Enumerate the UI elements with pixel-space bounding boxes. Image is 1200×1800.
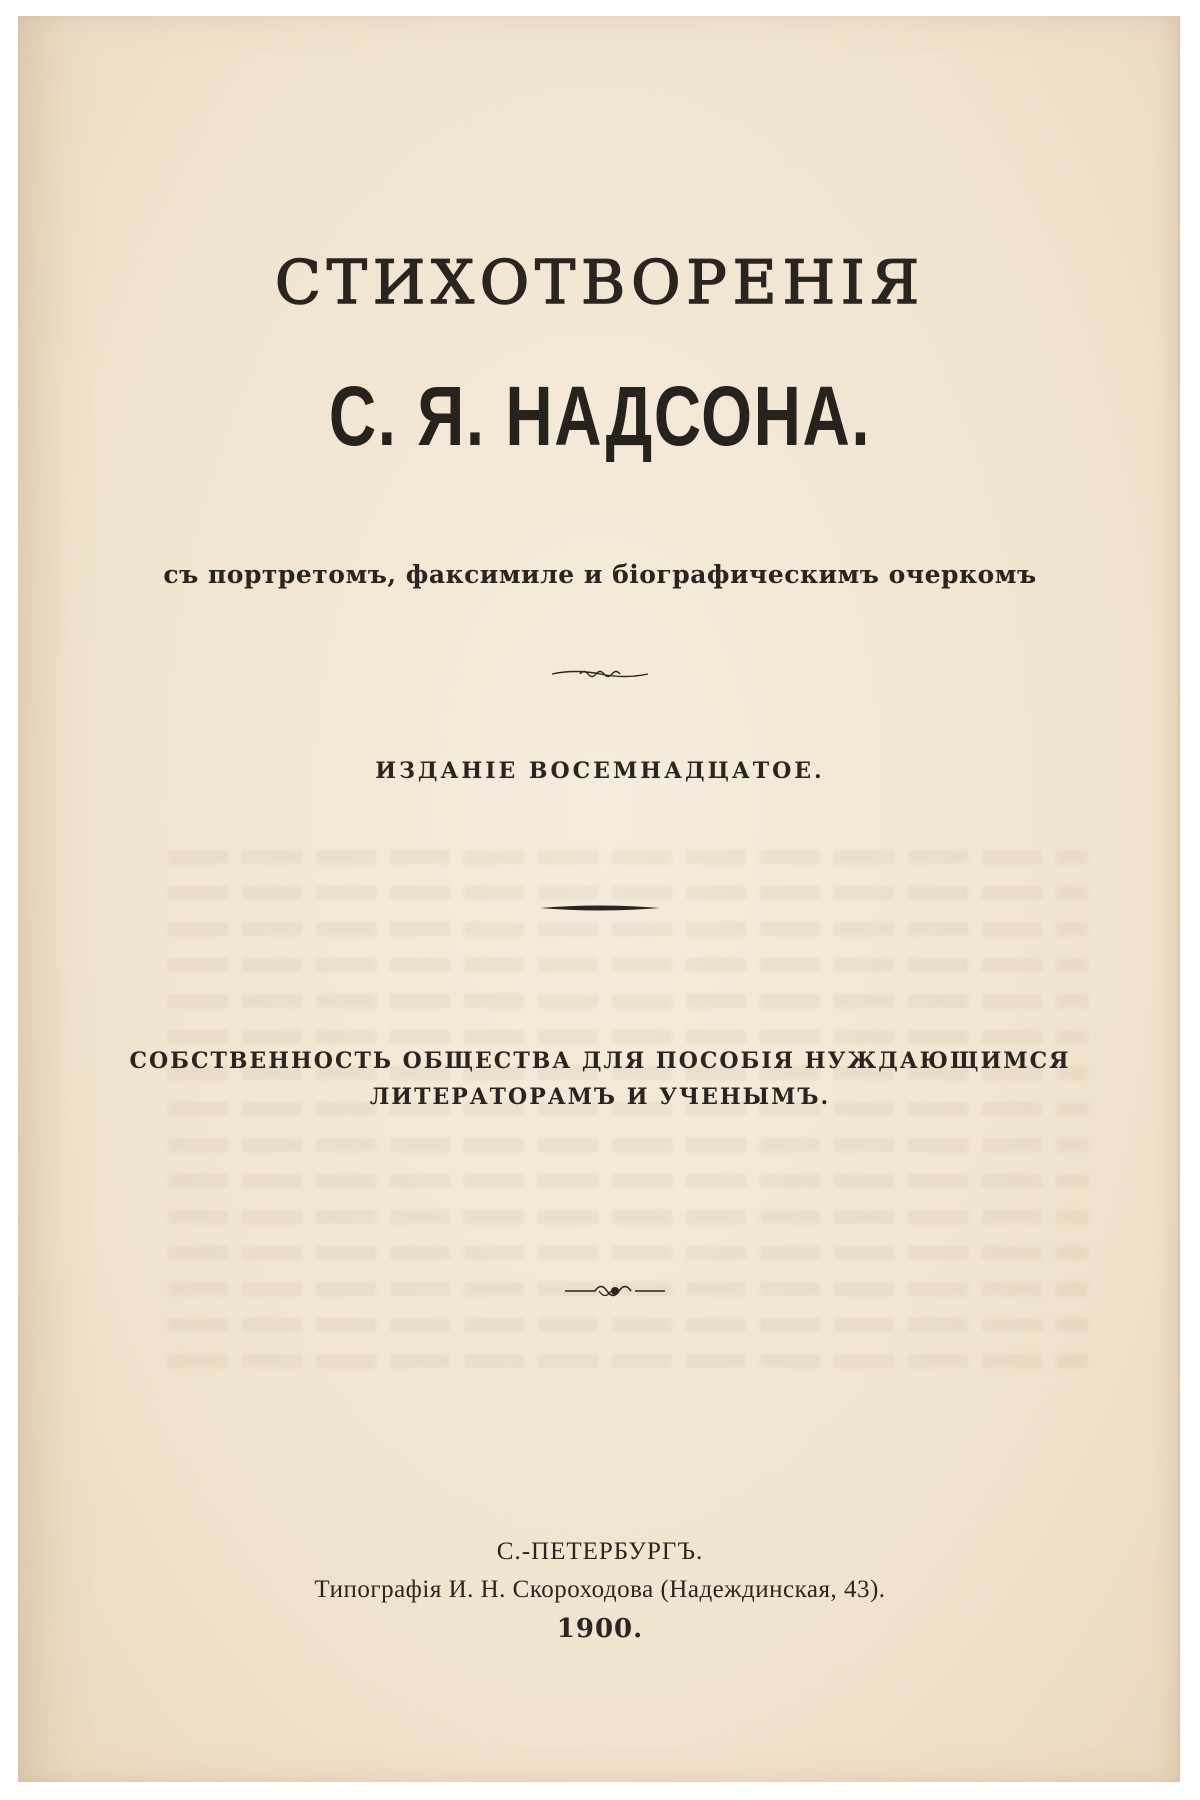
- ownership-line-2: ЛИТЕРАТОРАМЪ И УЧЕНЫМЪ.: [369, 1084, 831, 1110]
- author-name: С. Я. НАДСОНА.: [328, 369, 872, 463]
- edition-line: ИЗДАНІЕ ВОСЕМНАДЦАТОЕ.: [375, 758, 825, 784]
- ownership-line-1: СОБСТВЕННОСТЬ ОБЩЕСТВА ДЛЯ ПОСОБІЯ НУЖДАЮЩИМСЯ: [129, 1048, 1071, 1074]
- city: С.-ПЕТЕРБУРГЪ.: [496, 1538, 704, 1565]
- subtitle: съ портретомъ, факсимиле и біографическимъ очеркомъ: [163, 560, 1037, 589]
- short-rule-divider: [540, 903, 660, 913]
- year: 1900.: [556, 1614, 644, 1644]
- show-through-text: [168, 836, 1088, 1390]
- ornament-flourish: [565, 1280, 665, 1302]
- ornament-divider: [550, 667, 650, 681]
- printer: Типографія И. Н. Скороходова (Надеждинская, 43).: [314, 1576, 886, 1603]
- book-title: СТИХОТВОРЕНІЯ: [274, 248, 926, 318]
